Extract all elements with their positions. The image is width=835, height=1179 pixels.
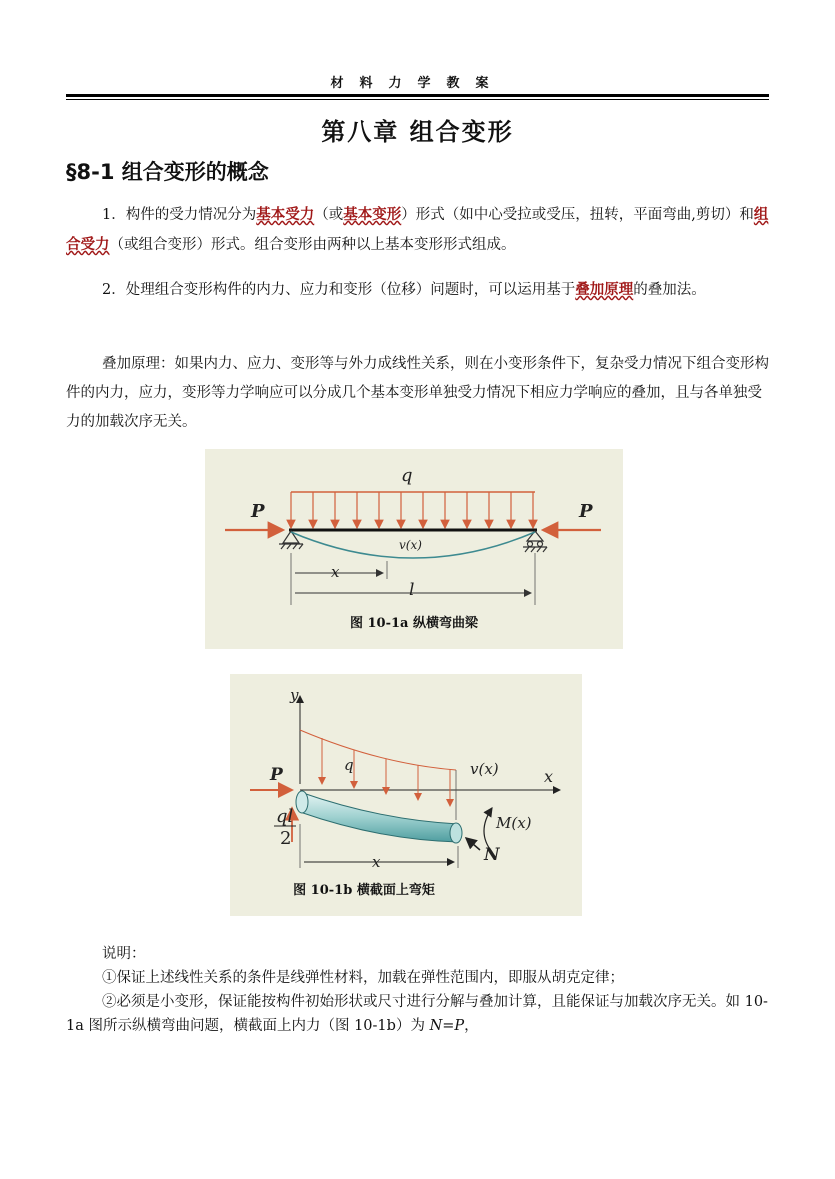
figure-b-background (230, 674, 582, 916)
figure-10-1a (205, 449, 623, 649)
note-2 (66, 990, 771, 1038)
label-P-b: P (270, 765, 283, 785)
note-2-end: ， (464, 1018, 479, 1034)
chapter-title: 第八章 组合变形 (321, 118, 514, 146)
p1-text-2: （或 (314, 207, 344, 223)
section-title: §8-1 组合变形的概念 (66, 160, 269, 184)
p1-text-3: ）形式（如中心受拉或受压，扭转，平面弯曲,剪切）和 (401, 207, 754, 223)
beam-end-right (450, 823, 462, 843)
keyword-basic-load[interactable]: 基本受力 (256, 206, 315, 223)
label-P-left: P (251, 501, 265, 522)
keyword-combined-load[interactable]: 组合受力 (66, 206, 769, 253)
note-2-formula: N=P (429, 1018, 465, 1034)
keyword-basic-deformation[interactable]: 基本变形 (343, 206, 402, 223)
p1-text-4: （或组合变形）形式。组合变形由两种以上基本变形形式组成。 (109, 237, 516, 253)
label-x-b: x (372, 853, 381, 871)
keyword-superposition[interactable]: 叠加原理 (575, 281, 634, 298)
p2-text-2: 的叠加法。 (633, 282, 706, 298)
p2-text-1: 2．处理组合变形构件的内力、应力和变形（位移）问题时，可以运用基于 (102, 282, 576, 298)
figure-b-caption: 图 10-1b 横截面上弯矩 (293, 883, 435, 898)
label-q: q (401, 465, 413, 486)
label-x: x (331, 563, 340, 581)
label-M: M(x) (496, 814, 532, 832)
label-P-right: P (579, 501, 593, 522)
note-2-text: ②必须是小变形，保证能按构件初始形状或尺寸进行分解与叠加计算，且能保证与加载次序无关。如 10-1a 图所示纵横弯曲问题，横截面上内力（图 10-1b）为 (66, 994, 768, 1034)
label-two: 2 (280, 828, 292, 849)
header-rule-thin (66, 99, 769, 100)
figure-10-1b (230, 674, 582, 916)
label-v-b: v(x) (470, 760, 499, 778)
figure-a-caption: 图 10-1a 纵横弯曲梁 (349, 616, 479, 631)
paragraph-3: 叠加原理：如果内力、应力、变形等与外力成线性关系，则在小变形条件下，复杂受力情况下组合变形构件的内力，应力，变形等力学响应可以分成几个基本变形单独受力情况下相应力学响应的叠加，且与各单独受力的加载次序无关。 (66, 356, 769, 430)
label-l: l (409, 580, 415, 600)
notes-section (66, 942, 771, 1038)
header-rule-thick (66, 94, 769, 97)
p1-text-1: 1．构件的受力情况分为 (102, 207, 257, 223)
label-q-b: q (344, 756, 354, 774)
paragraph-1 (66, 200, 771, 260)
page-header: 材料力学教案 (330, 76, 505, 91)
note-1: ①保证上述线性关系的条件是线弹性材料，加载在弹性范围内，即服从胡克定律； (102, 970, 624, 986)
label-v: v(x) (399, 538, 422, 552)
notes-heading: 说明： (102, 946, 146, 962)
label-ql: ql (276, 806, 294, 827)
paragraph-2 (66, 275, 771, 305)
beam-end-left (296, 791, 308, 813)
label-N: N (484, 845, 500, 865)
label-y: y (290, 686, 299, 704)
label-x-axis: x (544, 767, 554, 786)
